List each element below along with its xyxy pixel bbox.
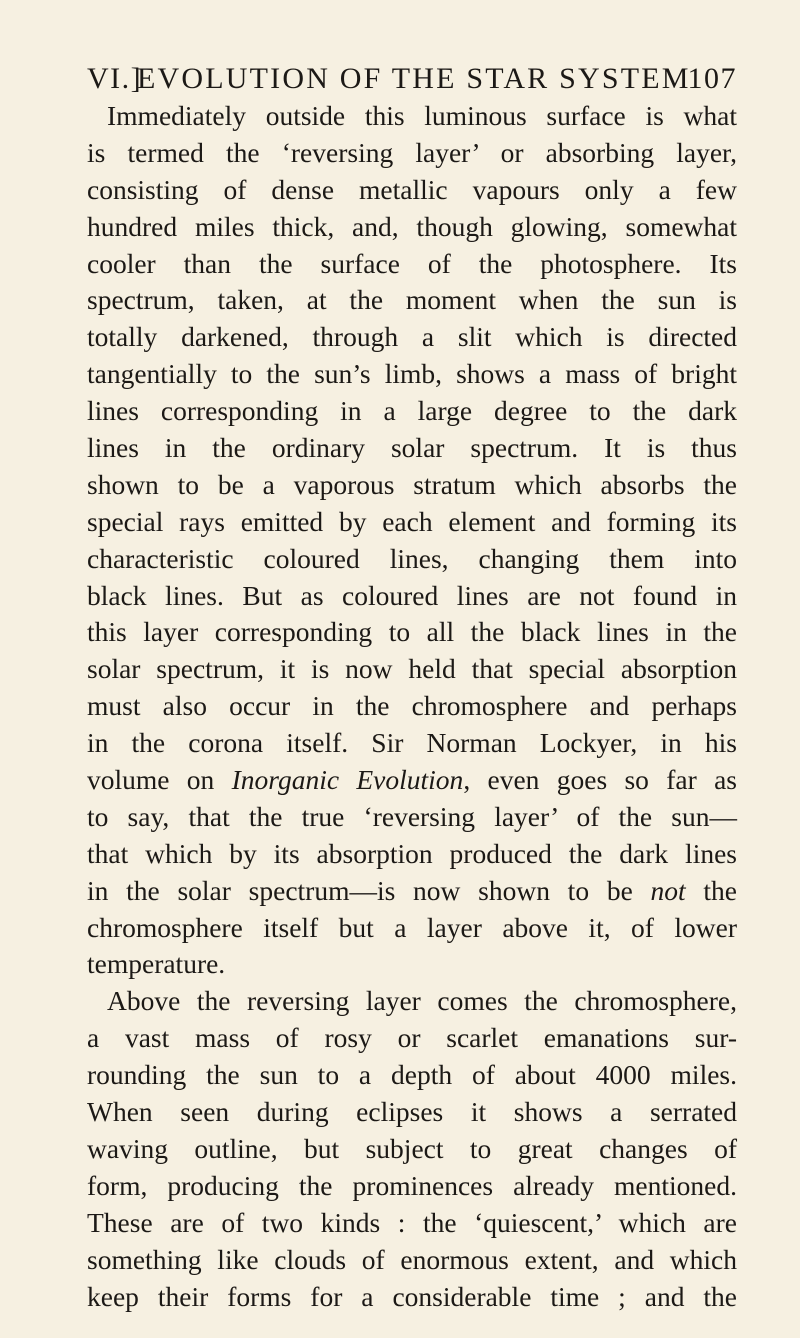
text-line: this layer corresponding to all the black lines in the [87, 616, 737, 648]
text-line: Above the reversing layer comes the chromosphere, [107, 985, 737, 1017]
text-line: lines corresponding in a large degree to the dark [87, 395, 737, 427]
text-line: something like clouds of enormous extent, and which [87, 1243, 737, 1275]
text-line: spectrum, taken, at the moment when the sun is [87, 284, 737, 316]
text-line [87, 762, 737, 799]
text-line: to say, that the true ‘reversing layer’ of the sun— [87, 800, 737, 832]
text-line: tangentially to the sun’s limb, shows a mass of bright [87, 358, 737, 390]
body-text [87, 98, 737, 1315]
text-line: form, producing the prominences already mentioned. [87, 1169, 737, 1201]
text-line [87, 873, 737, 910]
text-line: Immediately outside this luminous surface is what [107, 100, 737, 131]
text-line: totally darkened, through a slit which is directed [87, 321, 737, 353]
text-line: is termed the ‘reversing layer’ or absorbing layer, [87, 136, 737, 168]
running-header [87, 62, 737, 102]
text-run: volume on [87, 764, 232, 796]
text-run: , even goes so far as [463, 764, 737, 796]
text-line: black lines. But as coloured lines are not found in [87, 579, 737, 611]
book-title-italic: Inorganic Evolution [231, 764, 464, 796]
text-line: When seen during eclipses it shows a serrated [87, 1096, 737, 1128]
text-run: the [685, 874, 737, 906]
running-title: EVOLUTION OF THE STAR SYSTEM [137, 62, 691, 95]
text-line: special rays emitted by each element and forming its [87, 505, 737, 537]
text-line: temperature. [87, 948, 226, 980]
text-line: that which by its absorption produced the dark lines [87, 837, 737, 869]
text-line: chromosphere itself but a layer above it, of lower [87, 911, 737, 943]
text-line: hundred miles thick, and, though glowing, somewhat [87, 210, 737, 242]
text-line: These are of two kinds : the ‘quiescent,’ which are [87, 1206, 737, 1238]
text-line: keep their forms for a considerable time ; and the [87, 1280, 737, 1312]
text-line: lines in the ordinary solar spectrum. It is thus [87, 432, 737, 464]
text-line: characteristic coloured lines, changing them into [87, 542, 737, 574]
text-run: in the solar spectrum—is now shown to be [87, 874, 651, 906]
emphasis-italic: not [650, 874, 686, 906]
page-number: 107 [687, 62, 737, 95]
text-line: solar spectrum, it is now held that special absorption [87, 653, 737, 685]
text-line: shown to be a vaporous stratum which absorbs the [87, 468, 737, 500]
text-line: a vast mass of rosy or scarlet emanations sur- [87, 1022, 737, 1054]
text-line: rounding the sun to a depth of about 4000 miles. [87, 1059, 737, 1091]
text-line: must also occur in the chromosphere and perhaps [87, 690, 737, 722]
text-line: consisting of dense metallic vapours only a few [87, 173, 737, 205]
text-line: waving outline, but subject to great changes of [87, 1132, 737, 1164]
chapter-number: VI.] [87, 62, 143, 95]
text-line: cooler than the surface of the photosphere. Its [87, 247, 737, 279]
text-line: in the corona itself. Sir Norman Lockyer, in his [87, 727, 737, 759]
